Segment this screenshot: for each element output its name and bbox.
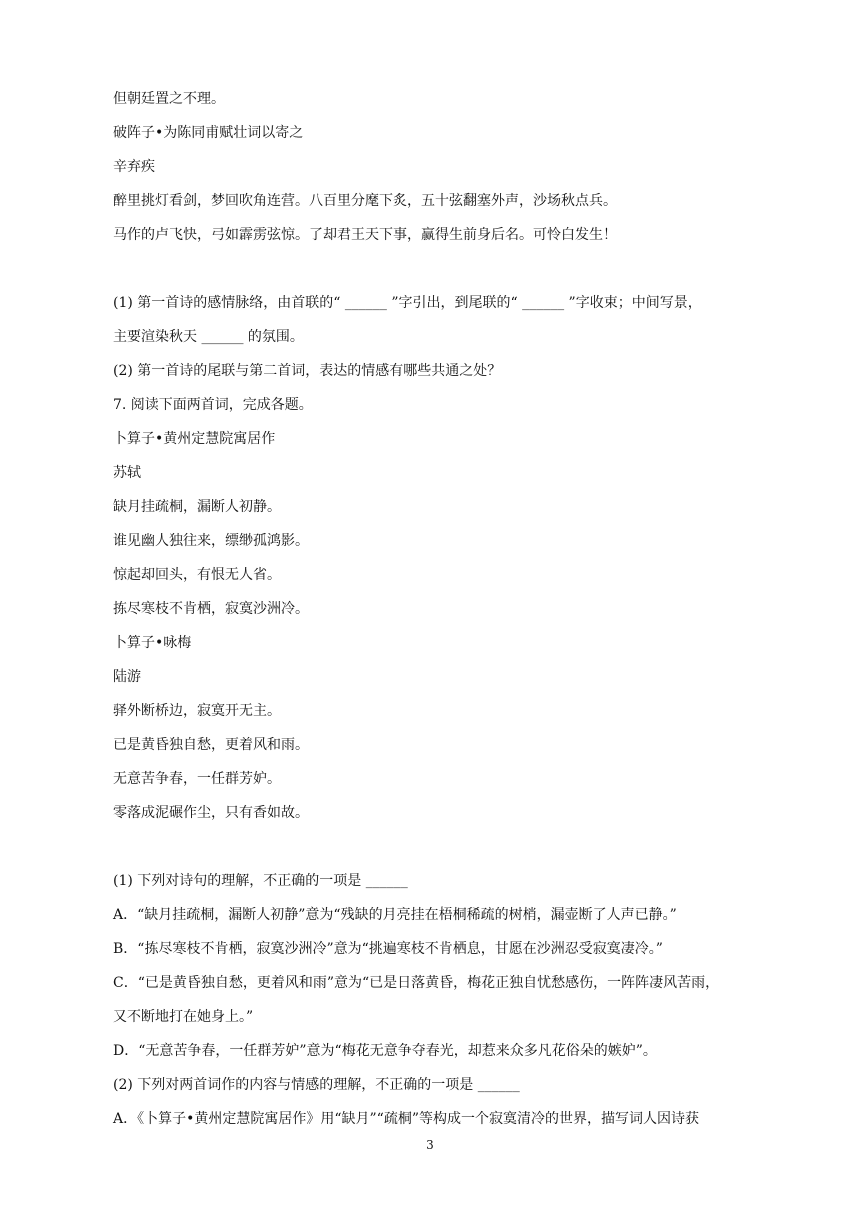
poem-line: 拣尽寒枝不肯栖，寂寞沙洲冷。 bbox=[113, 601, 309, 617]
poem-line: 醉里挑灯看剑，梦回吹角连营。八百里分麾下炙，五十弦翻塞外声，沙场秋点兵。 bbox=[113, 193, 617, 209]
poem-author: 辛弃疾 bbox=[113, 159, 155, 175]
poem-line: 谁见幽人独往来，缥缈孤鸿影。 bbox=[113, 533, 309, 549]
poem-line: 驿外断桥边，寂寞开无主。 bbox=[113, 703, 281, 719]
poem-author: 陆游 bbox=[113, 669, 141, 685]
question-line: (2) 第一首诗的尾联与第二首词，表达的情感有哪些共通之处？ bbox=[113, 363, 502, 379]
page-number: 3 bbox=[426, 1138, 434, 1152]
poem-line: 马作的卢飞快，弓如霹雳弦惊。了却君王天下事，赢得生前身后名。可怜白发生！ bbox=[113, 227, 617, 243]
option-line: B．“拣尽寒枝不肯栖，寂寞沙洲冷”意为“挑遍寒枝不肯栖息，甘愿在沙洲忍受寂寞凄冷。” bbox=[113, 941, 663, 957]
poem-line: 缺月挂疏桐，漏断人初静。 bbox=[113, 499, 281, 515]
poem-line: 无意苦争春，一任群芳妒。 bbox=[113, 771, 281, 787]
option-line: 又不断地打在她身上。” bbox=[113, 1009, 254, 1025]
poem-author: 苏轼 bbox=[113, 465, 141, 481]
poem-title: 卜算子•咏梅 bbox=[113, 635, 192, 651]
question-line: (2) 下列对两首词作的内容与情感的理解，不正确的一项是 ______ bbox=[113, 1077, 520, 1093]
question-line: 主要渲染秋天 ______ 的氛围。 bbox=[113, 329, 304, 345]
poem-line: 惊起却回头，有恨无人省。 bbox=[113, 567, 281, 583]
text-line: 但朝廷置之不理。 bbox=[113, 91, 225, 107]
poem-line: 零落成泥碾作尘，只有香如故。 bbox=[113, 805, 309, 821]
poem-title: 破阵子•为陈同甫赋壮词以寄之 bbox=[113, 125, 304, 141]
question-heading: 7. 阅读下面两首词，完成各题。 bbox=[113, 397, 313, 413]
option-line: C．“已是黄昏独自愁，更着风和雨”意为“已是日落黄昏，梅花正独自忧愁感伤，一阵阵凄风苦雨， bbox=[113, 975, 720, 991]
question-line: (1) 第一首诗的感情脉络，由首联的“ ______ ”字引出，到尾联的“ ______ ”字收束；中间写景， bbox=[113, 295, 702, 311]
poem-title: 卜算子•黄州定慧院寓居作 bbox=[113, 431, 276, 447]
option-line: D．“无意苦争春，一任群芳妒”意为“梅花无意争夺春光，却惹来众多凡花俗朵的嫉妒”。 bbox=[113, 1043, 657, 1059]
poem-line: 已是黄昏独自愁，更着风和雨。 bbox=[113, 737, 309, 753]
option-line: A．《卜算子•黄州定慧院寓居作》用“缺月”“疏桐”等构成一个寂寞清冷的世界，描写词人因诗获 bbox=[113, 1111, 699, 1127]
question-line: (1) 下列对诗句的理解，不正确的一项是 ______ bbox=[113, 873, 408, 889]
option-line: A．“缺月挂疏桐，漏断人初静”意为“残缺的月亮挂在梧桐稀疏的树梢，漏壶断了人声已静。” bbox=[113, 907, 677, 923]
